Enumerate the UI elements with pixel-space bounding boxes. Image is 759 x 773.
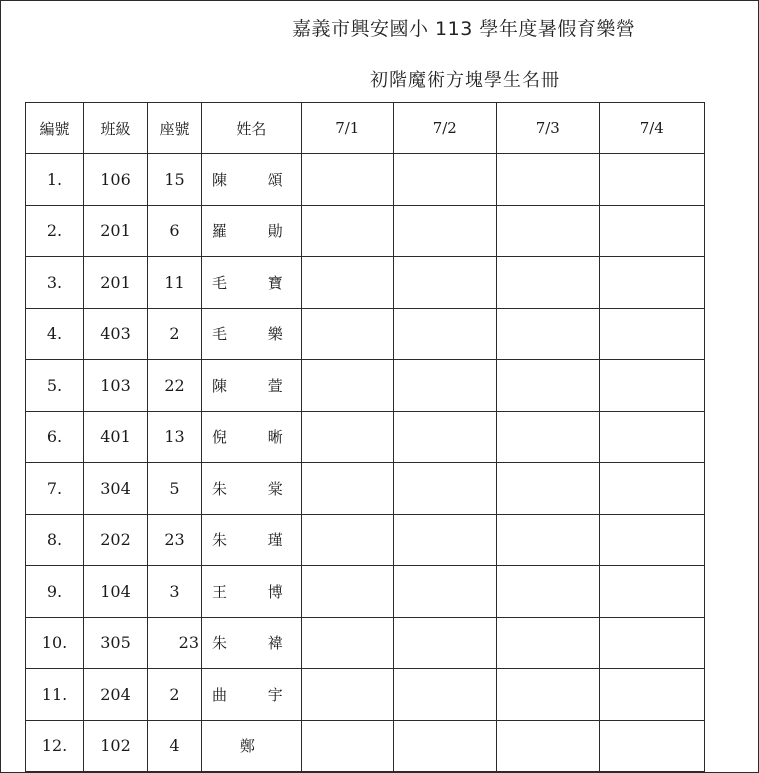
- cell-attendance-0702: [393, 257, 496, 309]
- cell-seat: 6: [148, 205, 202, 257]
- cell-attendance-0704: [599, 154, 704, 206]
- cell-name: [202, 463, 302, 515]
- column-header-class: 班級: [84, 103, 148, 154]
- cell-name: [202, 360, 302, 412]
- student-name-text: 毛 寶: [212, 273, 301, 292]
- cell-name: [202, 514, 302, 566]
- column-header-number: 編號: [26, 103, 84, 154]
- cell-number: 2.: [26, 205, 84, 257]
- table-row: [26, 720, 705, 772]
- cell-seat: 23: [148, 617, 202, 669]
- cell-name: [202, 411, 302, 463]
- cell-class: 106: [84, 154, 148, 206]
- cell-attendance-0701: [301, 720, 393, 772]
- column-header-date-0704: 7/4: [599, 103, 704, 154]
- cell-class: 305: [84, 617, 148, 669]
- cell-seat: 13: [148, 411, 202, 463]
- cell-attendance-0703: [496, 257, 599, 309]
- cell-seat: 15: [148, 154, 202, 206]
- cell-attendance-0701: [301, 669, 393, 721]
- cell-attendance-0703: [496, 720, 599, 772]
- cell-attendance-0701: [301, 308, 393, 360]
- cell-class: 401: [84, 411, 148, 463]
- cell-attendance-0704: [599, 720, 704, 772]
- table-body: [26, 154, 705, 772]
- cell-attendance-0702: [393, 463, 496, 515]
- student-roster-table: [25, 102, 705, 772]
- cell-attendance-0703: [496, 360, 599, 412]
- cell-attendance-0701: [301, 463, 393, 515]
- cell-seat: 2: [148, 308, 202, 360]
- cell-class: 201: [84, 205, 148, 257]
- cell-number: 9.: [26, 566, 84, 618]
- student-name-text: 鄭: [239, 737, 273, 756]
- table-row: [26, 360, 705, 412]
- cell-number: 12.: [26, 720, 84, 772]
- cell-seat: 4: [148, 720, 202, 772]
- cell-attendance-0702: [393, 411, 496, 463]
- cell-attendance-0702: [393, 360, 496, 412]
- cell-attendance-0703: [496, 566, 599, 618]
- column-header-date-0703: 7/3: [496, 103, 599, 154]
- cell-attendance-0701: [301, 154, 393, 206]
- student-name-text: 羅 勛: [212, 222, 301, 241]
- cell-attendance-0701: [301, 514, 393, 566]
- cell-number: 10.: [26, 617, 84, 669]
- cell-number: 8.: [26, 514, 84, 566]
- student-name-text: 毛 樂: [212, 325, 301, 344]
- cell-class: 104: [84, 566, 148, 618]
- cell-seat: 23: [148, 514, 202, 566]
- cell-attendance-0701: [301, 411, 393, 463]
- cell-number: 1.: [26, 154, 84, 206]
- cell-name: [202, 669, 302, 721]
- table-row: [26, 411, 705, 463]
- cell-attendance-0703: [496, 669, 599, 721]
- document-subtitle: 初階魔術方塊學生名冊: [370, 70, 560, 91]
- cell-seat: 22: [148, 360, 202, 412]
- cell-name: [202, 617, 302, 669]
- cell-attendance-0703: [496, 514, 599, 566]
- cell-number: 4.: [26, 308, 84, 360]
- cell-name: [202, 154, 302, 206]
- cell-class: 403: [84, 308, 148, 360]
- column-header-seat: 座號: [148, 103, 202, 154]
- student-name-text: 王 博: [212, 582, 301, 601]
- student-name-text: 朱 褘: [212, 634, 301, 653]
- cell-attendance-0702: [393, 205, 496, 257]
- cell-seat: 3: [148, 566, 202, 618]
- cell-seat: 2: [148, 669, 202, 721]
- student-name-text: 倪 晰: [212, 428, 301, 447]
- table-header-row: [26, 103, 705, 154]
- cell-attendance-0702: [393, 154, 496, 206]
- cell-class: 304: [84, 463, 148, 515]
- cell-attendance-0703: [496, 308, 599, 360]
- cell-attendance-0704: [599, 308, 704, 360]
- cell-attendance-0703: [496, 463, 599, 515]
- document-title: 嘉義市興安國小 113 學年度暑假育樂營: [292, 18, 636, 40]
- cell-class: 102: [84, 720, 148, 772]
- cell-attendance-0701: [301, 617, 393, 669]
- cell-attendance-0704: [599, 205, 704, 257]
- table-row: [26, 669, 705, 721]
- cell-number: 5.: [26, 360, 84, 412]
- cell-attendance-0703: [496, 411, 599, 463]
- cell-number: 3.: [26, 257, 84, 309]
- cell-seat: 11: [148, 257, 202, 309]
- cell-attendance-0701: [301, 205, 393, 257]
- column-header-date-0701: 7/1: [301, 103, 393, 154]
- cell-attendance-0704: [599, 566, 704, 618]
- table-row: [26, 308, 705, 360]
- table-row: [26, 463, 705, 515]
- cell-attendance-0701: [301, 257, 393, 309]
- cell-attendance-0704: [599, 617, 704, 669]
- cell-seat: 5: [148, 463, 202, 515]
- cell-attendance-0704: [599, 360, 704, 412]
- cell-name: [202, 720, 302, 772]
- cell-attendance-0701: [301, 360, 393, 412]
- table-row: [26, 566, 705, 618]
- student-name-text: 朱 棠: [212, 479, 301, 498]
- cell-name: [202, 566, 302, 618]
- student-name-text: 陳 萱: [212, 376, 301, 395]
- table-row: [26, 257, 705, 309]
- cell-number: 6.: [26, 411, 84, 463]
- cell-attendance-0702: [393, 669, 496, 721]
- cell-name: [202, 257, 302, 309]
- table-row: [26, 205, 705, 257]
- cell-attendance-0702: [393, 617, 496, 669]
- cell-class: 204: [84, 669, 148, 721]
- cell-attendance-0702: [393, 720, 496, 772]
- cell-number: 11.: [26, 669, 84, 721]
- column-header-date-0702: 7/2: [393, 103, 496, 154]
- cell-attendance-0704: [599, 669, 704, 721]
- cell-attendance-0704: [599, 514, 704, 566]
- cell-attendance-0703: [496, 205, 599, 257]
- cell-attendance-0702: [393, 514, 496, 566]
- cell-attendance-0703: [496, 154, 599, 206]
- student-name-text: 朱 瑾: [212, 531, 301, 550]
- cell-name: [202, 308, 302, 360]
- cell-attendance-0702: [393, 308, 496, 360]
- cell-class: 202: [84, 514, 148, 566]
- cell-class: 103: [84, 360, 148, 412]
- cell-number: 7.: [26, 463, 84, 515]
- column-header-name: 姓名: [202, 103, 302, 154]
- cell-attendance-0701: [301, 566, 393, 618]
- table-row: [26, 617, 705, 669]
- table-row: [26, 514, 705, 566]
- cell-attendance-0703: [496, 617, 599, 669]
- cell-class: 201: [84, 257, 148, 309]
- student-name-text: 曲 宇: [212, 685, 301, 704]
- student-name-text: 陳 頌: [212, 170, 301, 189]
- cell-attendance-0704: [599, 411, 704, 463]
- cell-name: [202, 205, 302, 257]
- cell-attendance-0704: [599, 257, 704, 309]
- table-row: [26, 154, 705, 206]
- cell-attendance-0702: [393, 566, 496, 618]
- cell-attendance-0704: [599, 463, 704, 515]
